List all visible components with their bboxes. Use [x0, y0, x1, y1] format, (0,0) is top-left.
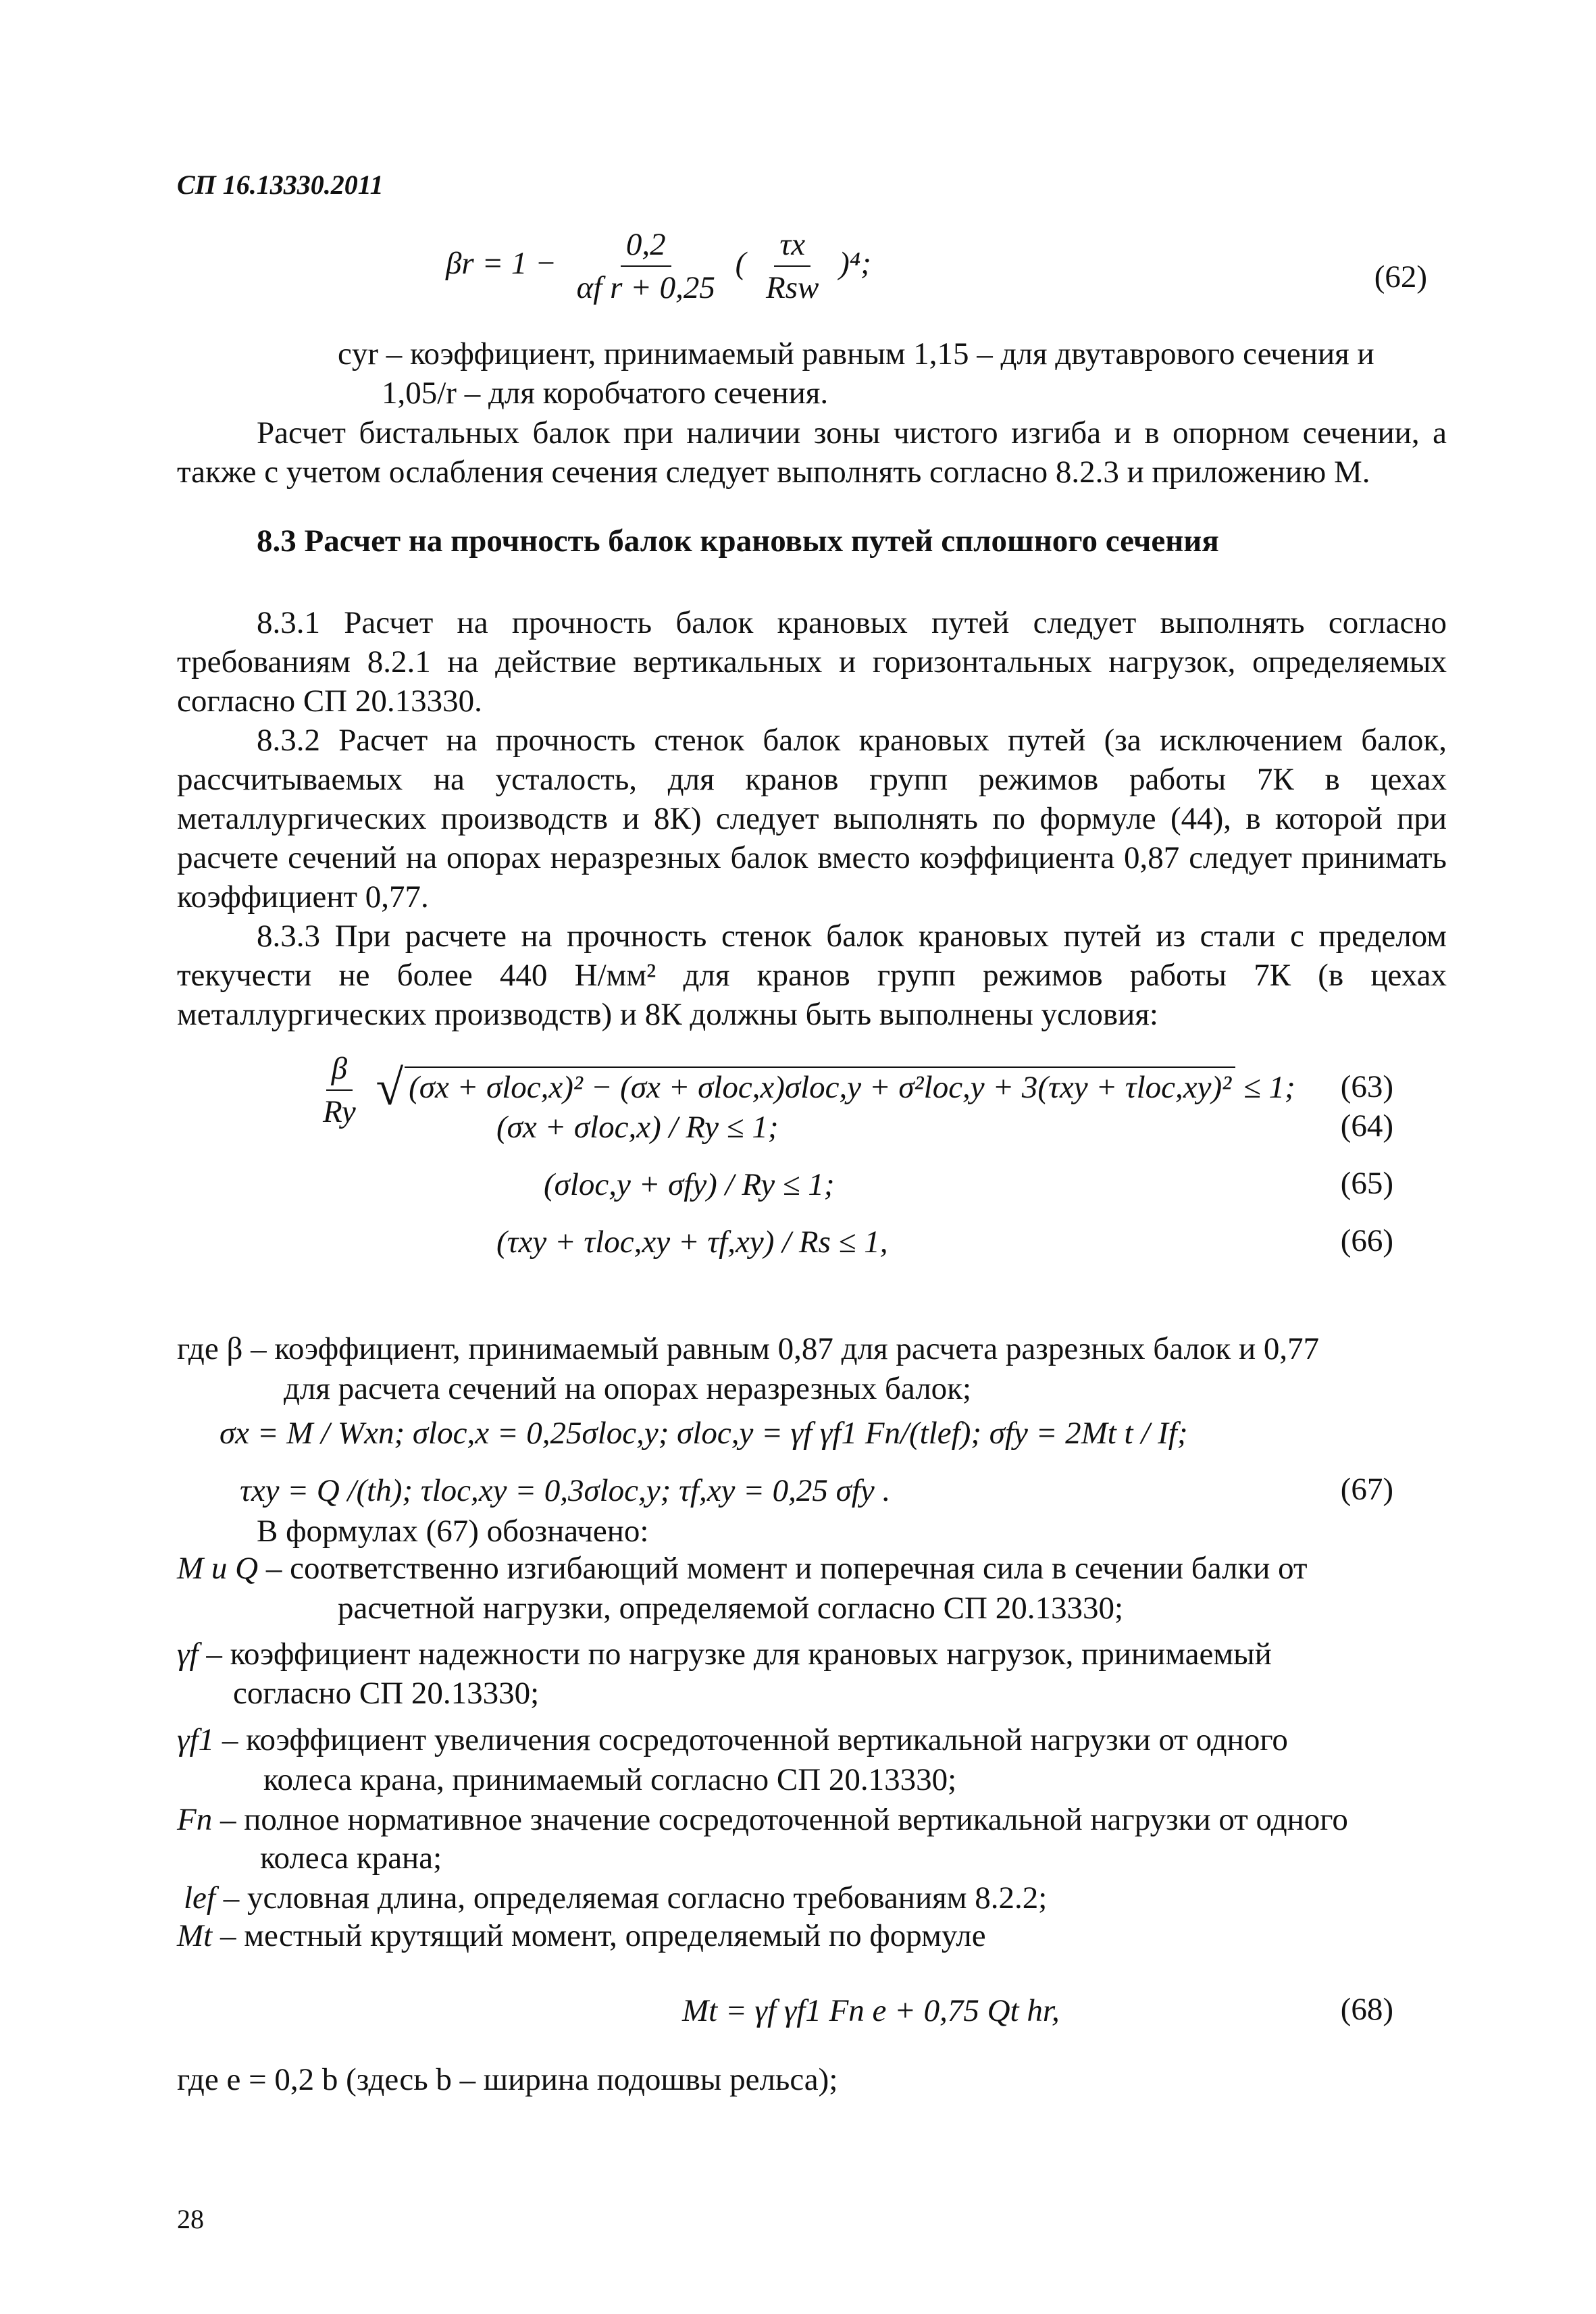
paragraph-8-3-1: 8.3.1 Расчет на прочность балок крановых путей следует выполнять согласно требованиям 8.2.1 на действие вертикальных и горизонтальных нагрузок, определяемых согласно СП 20.13330.: [177, 605, 1447, 719]
cyr-definition-line2: 1,05/r – для коробчатого сечения.: [382, 376, 829, 411]
formula-63-numerator: β: [326, 1050, 353, 1091]
formula-64: (σx + σloc,x) / Ry ≤ 1;: [496, 1110, 779, 1145]
def-text: – соответственно изгибающий момент и поперечная сила в сечении балки от: [258, 1551, 1308, 1586]
formula-62-numerator: 0,2: [621, 226, 671, 267]
formula-62-tau-numerator: τx: [774, 226, 810, 267]
cyr-definition-line1: cyr – коэффициент, принимаемый равным 1,15 – для двутаврового сечения и: [338, 336, 1374, 371]
beta-definition-line2: для расчета сечений на опорах неразрезных балок;: [284, 1371, 972, 1406]
page-number: 28: [177, 2204, 204, 2234]
formula-62-lhs: βr = 1 −: [446, 245, 557, 281]
formula-67-line2: τxy = Q /(th); τloc,xy = 0,3σloc,y; τf,xy = 0,25 σfy .: [240, 1473, 891, 1508]
def-text: – коэффициент увеличения сосредоточенной вертикальной нагрузки от одного: [214, 1722, 1288, 1757]
def-text: – полное нормативное значение сосредоточенной вертикальной нагрузки от одного: [212, 1802, 1348, 1837]
in-formulas-note: В формулах (67) обозначено:: [257, 1514, 649, 1549]
formula-63-tail: ≤ 1;: [1243, 1069, 1295, 1105]
formula-62-paren-close: )⁴;: [839, 245, 871, 281]
def-term: M и Q: [177, 1551, 259, 1586]
equation-number-66: (66): [1340, 1223, 1393, 1258]
def-lef: [184, 1878, 1047, 1918]
formula-62-fraction: [571, 226, 721, 306]
equation-number-63: (63): [1340, 1069, 1393, 1104]
formula-63-denominator: Ry: [323, 1094, 356, 1129]
formula-63-fraction: [317, 1050, 361, 1130]
def-m-q: [177, 1549, 1308, 1588]
def-text: – коэффициент надежности по нагрузке для крановых нагрузок, принимаемый: [198, 1637, 1272, 1672]
equation-number-64: (64): [1340, 1108, 1393, 1143]
def-gamma-f: [177, 1635, 1272, 1674]
def-term: Mt: [177, 1918, 213, 1953]
def-gamma-f-cont: согласно СП 20.13330;: [233, 1676, 540, 1711]
paragraph-bistal: Расчет бистальных балок при наличии зоны чистого изгиба и в опорном сечении, а также с учетом ослабления сечения следует выполнять согласно 8.2.3 и приложению М.: [177, 415, 1447, 490]
equation-number-68: (68): [1340, 1992, 1393, 2027]
equation-number-65: (65): [1340, 1166, 1393, 1201]
paragraph-8-3-3: 8.3.3 При расчете на прочность стенок балок крановых путей из стали с пределом текучести не более 440 Н/мм² для кранов групп режимов работы 7К (в цехах металлургических производств) и 8К должны быть выполнены условия:: [177, 919, 1447, 1032]
equation-number-67: (67): [1340, 1472, 1393, 1507]
sqrt-sign: √: [376, 1060, 404, 1116]
def-fn-cont: колеса крана;: [260, 1841, 442, 1876]
def-gamma-f1: [177, 1720, 1288, 1759]
formula-62-tau-denominator: Rsw: [766, 270, 819, 305]
beta-definition-line1: где β – коэффициент, принимаемый равным 0,87 для расчета разрезных балок и 0,77: [177, 1331, 1320, 1366]
def-gamma-f1-cont: колеса крана, принимаемый согласно СП 20.13330;: [263, 1762, 957, 1797]
formula-67-line1: σx = M / Wxn; σloc,x = 0,25σloc,y; σloc,y = γf γf1 Fn/(tlef); σfy = 2Mt t / If;: [220, 1416, 1188, 1451]
paragraph-8-3-2: 8.3.2 Расчет на прочность стенок балок крановых путей (за исключением балок, рассчитываемых на усталость, для кранов групп режимов работы 7К в цехах металлургических производств и 8К) следует выполнять по формуле (44), в которой при расчете сечений на опорах неразрезных балок вместо коэффициента 0,87 следует принимать коэффициент 0,77.: [177, 723, 1447, 915]
def-text: – условная длина, определяемая согласно требованиям 8.2.2;: [215, 1880, 1048, 1916]
def-term: Fn: [177, 1802, 213, 1837]
formula-63-radicand: (σx + σloc,x)² − (σx + σloc,x)σloc,y + σ²loc,y + 3(τxy + τloc,xy)²: [405, 1066, 1235, 1107]
formula-65: (σloc,y + σfy) / Ry ≤ 1;: [544, 1167, 835, 1202]
def-term: γf1: [177, 1722, 215, 1757]
formula-68: Mt = γf γf1 Fn e + 0,75 Qt hr,: [682, 1993, 1060, 2028]
def-term: lef: [184, 1880, 215, 1916]
formula-62-paren-open: (: [735, 245, 746, 281]
def-m-q-cont: расчетной нагрузки, определяемой согласно СП 20.13330;: [338, 1591, 1124, 1626]
equation-number-62: (62): [1374, 259, 1427, 294]
formula-62-denominator: αf r + 0,25: [576, 270, 715, 305]
formula-63: [311, 1050, 1295, 1130]
formula-66: (τxy + τloc,xy + τf,xy) / Rs ≤ 1,: [496, 1225, 888, 1260]
document-header: СП 16.13330.2011: [177, 170, 384, 200]
def-text: – местный крутящий момент, определяемый по формуле: [212, 1918, 986, 1953]
def-mt: [177, 1916, 986, 1955]
section-title: 8.3 Расчет на прочность балок крановых путей сплошного сечения: [257, 523, 1219, 559]
def-term: γf: [177, 1637, 199, 1672]
formula-62: [446, 226, 871, 306]
formula-62-tau-fraction: [761, 226, 824, 306]
def-fn: [177, 1800, 1348, 1839]
where-e-line: где e = 0,2 b (здесь b – ширина подошвы рельса);: [177, 2062, 838, 2097]
